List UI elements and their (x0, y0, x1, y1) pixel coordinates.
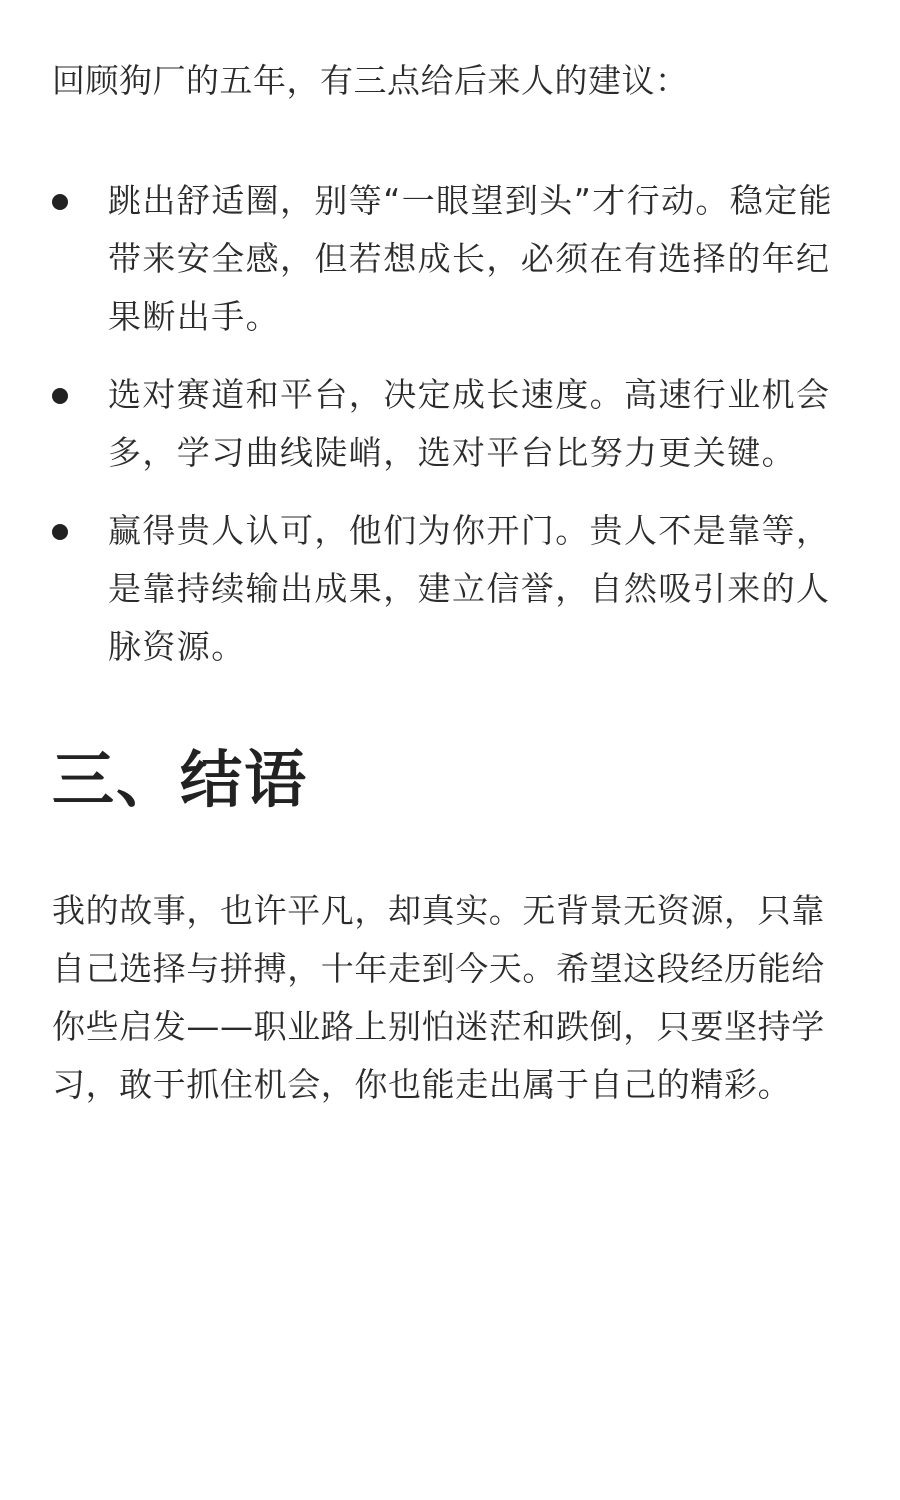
bullet-icon (52, 194, 68, 210)
conclusion-paragraph: 我的故事，也许平凡，却真实。无背景无资源，只靠自己选择与拼搏，十年走到今天。希望这段经历能给你些启发——职业路上别怕迷茫和跌倒，只要坚持学习，敢于抓住机会，你也能走出属于自己的精彩。 (52, 891, 825, 1104)
advice-text: 跳出舒适圈，别等“一眼望到头”才行动。稳定能带来安全感，但若想成长，必须在有选择的年纪果断出手。 (108, 181, 833, 336)
bullet-icon (52, 524, 68, 540)
advice-text: 赢得贵人认可，他们为你开门。贵人不是靠等，是靠持续输出成果，建立信誉，自然吸引来的人脉资源。 (108, 511, 831, 666)
bullet-icon (52, 388, 68, 404)
section-heading: 三、结语 (52, 743, 309, 816)
intro-paragraph: 回顾狗厂的五年，有三点给后来人的建议： (52, 61, 689, 100)
advice-text: 选对赛道和平台，决定成长速度。高速行业机会多，学习曲线陡峭，选对平台比努力更关键。 (108, 375, 831, 472)
